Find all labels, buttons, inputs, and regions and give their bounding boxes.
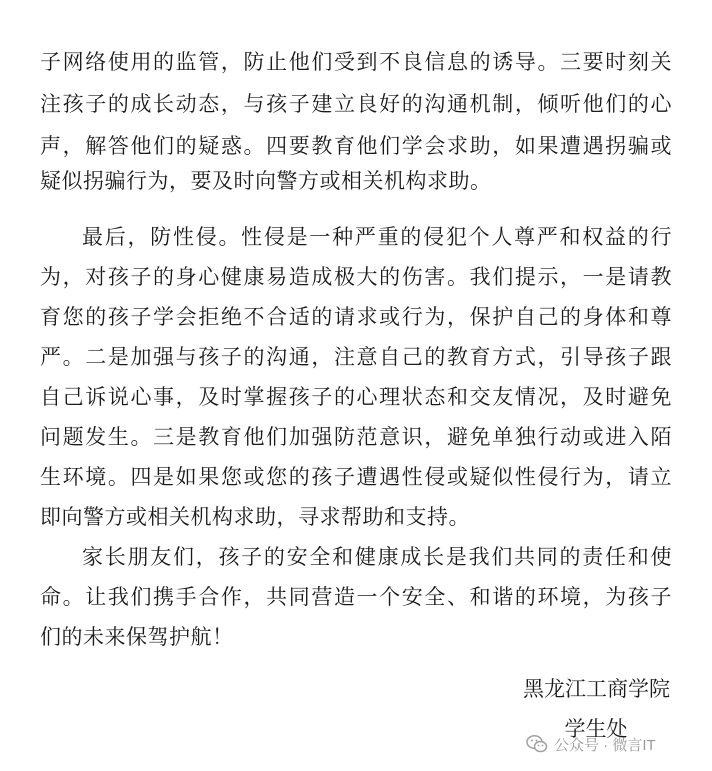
text-line: 问题发生。三是教育他们加强防范意识，避免单独行动或进入陌 <box>40 425 672 449</box>
text-line: 声，解答他们的疑惑。四要教育他们学会求助，如果遭遇拐骗或 <box>40 134 672 158</box>
text-line: 即向警方或相关机构求助，寻求帮助和支持。 <box>40 505 470 529</box>
text-line: 育您的孩子学会拒绝不合适的请求或行为，保护自己的身体和尊 <box>40 305 672 329</box>
text-line: 疑似拐骗行为，要及时向警方或相关机构求助。 <box>40 169 492 193</box>
text-line: 命。让我们携手合作，共同营造一个安全、和谐的环境，为孩子 <box>40 585 672 609</box>
paragraph-first-line: 最后，防性侵。性侵是一种严重的侵犯个人尊严和权益的行 <box>82 225 672 249</box>
watermark <box>526 732 656 756</box>
signature-department: 学生处 <box>564 717 628 741</box>
text-line: 注孩子的成长动态，与孩子建立良好的沟通机制，倾听他们的心 <box>40 92 672 116</box>
text-line: 自己诉说心事，及时掌握孩子的心理状态和交友情况，及时避免 <box>40 385 672 409</box>
signature-organization: 黑龙江工商学院 <box>523 677 670 701</box>
text-line: 为，对孩子的身心健康易造成极大的伤害。我们提示，一是请教 <box>40 265 672 289</box>
text-line: 严。二是加强与孩子的沟通，注意自己的教育方式，引导孩子跟 <box>40 345 672 369</box>
paragraph-first-line: 家长朋友们，孩子的安全和健康成长是我们共同的责任和使 <box>82 545 672 569</box>
text-line: 生环境。四是如果您或您的孩子遭遇性侵或疑似性侵行为，请立 <box>40 465 672 489</box>
text-line: 子网络使用的监管，防止他们受到不良信息的诱导。三要时刻关 <box>40 50 672 74</box>
text-line: 们的未来保驾护航！ <box>40 625 234 649</box>
watermark-label: 公众号 · 微言IT <box>554 736 656 754</box>
wechat-official-account-icon <box>526 734 548 754</box>
